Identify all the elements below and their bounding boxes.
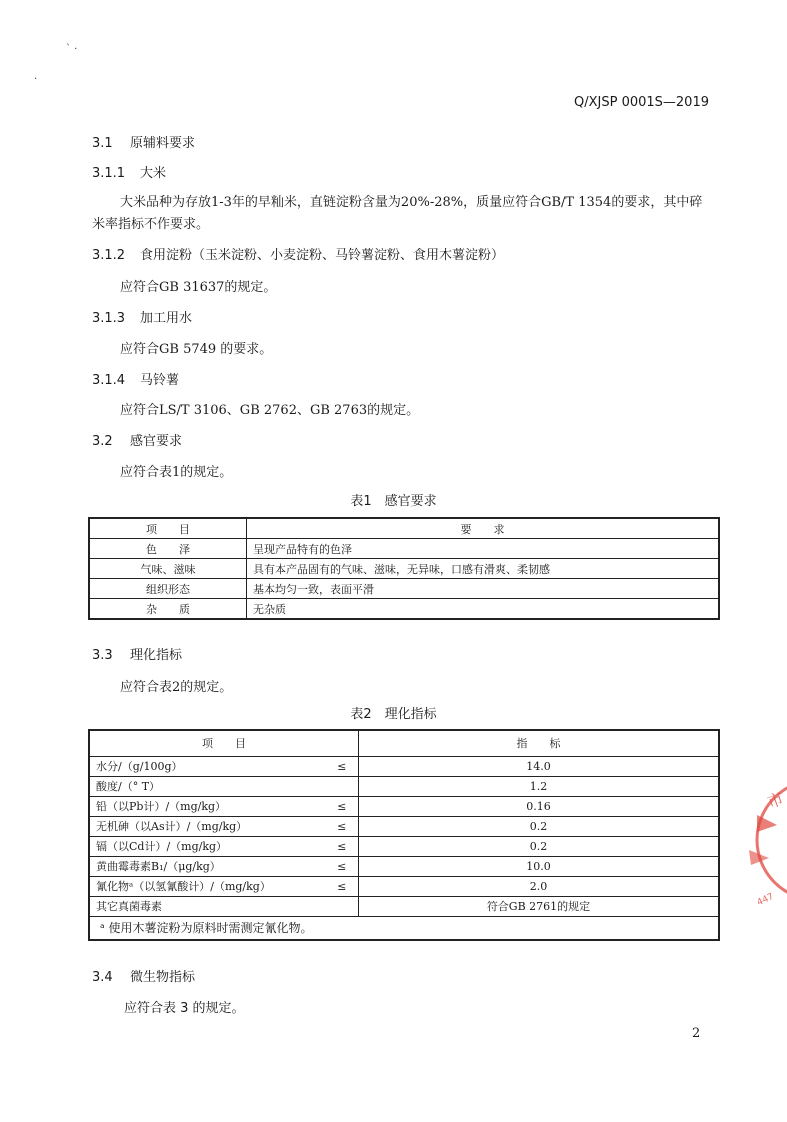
table2-caption: 表2 理化指标 xyxy=(350,707,437,722)
section-3-3-text: 应符合表2的规定。 xyxy=(120,680,233,695)
document-code: Q/XJSP 0001S—2019 xyxy=(574,95,709,110)
table-cell: ≤ xyxy=(326,836,359,856)
table-footnote-row xyxy=(89,916,719,940)
table-cell: 0.2 xyxy=(359,816,720,836)
seal-stamp-fragment xyxy=(747,770,787,930)
seal-number-fragment: 447 xyxy=(755,891,776,909)
table-row xyxy=(89,539,719,559)
table-physicochemical xyxy=(88,729,720,941)
table-cell: 酸度/（° T） xyxy=(89,776,326,796)
table-row xyxy=(89,599,719,620)
table-row xyxy=(89,896,719,916)
table-row xyxy=(89,776,719,796)
table-cell: 10.0 xyxy=(359,856,720,876)
table-cell: 组织形态 xyxy=(89,579,247,599)
section-3-4-heading: 3.4 微生物指标 xyxy=(92,970,196,985)
table-cell: 杂 质 xyxy=(89,599,247,620)
table-cell: 黄曲霉毒素B₁/（μg/kg） xyxy=(89,856,326,876)
table-cell: 无杂质 xyxy=(247,599,720,620)
section-3-1-2-heading: 3.1.2 食用淀粉（玉米淀粉、小麦淀粉、马铃薯淀粉、食用木薯淀粉） xyxy=(92,248,505,263)
table-header-row xyxy=(89,730,719,756)
table-cell: ≤ xyxy=(326,876,359,896)
table-row xyxy=(89,796,719,816)
section-3-1-heading: 3.1 原辅料要求 xyxy=(92,136,196,151)
page-number: 2 xyxy=(692,1026,701,1041)
table-row xyxy=(89,816,719,836)
table-sensory xyxy=(88,517,720,620)
section-3-1-4-heading: 3.1.4 马铃薯 xyxy=(92,373,180,388)
table-cell: 基本均匀一致，表面平滑 xyxy=(247,579,720,599)
table-cell xyxy=(326,776,359,796)
table-header-row xyxy=(89,518,719,539)
table-cell: 无机砷（以As计）/（mg/kg） xyxy=(89,816,326,836)
table-cell: ≤ xyxy=(326,816,359,836)
section-3-4-text: 应符合表 3 的规定。 xyxy=(124,1001,245,1016)
table-cell: 0.16 xyxy=(359,796,720,816)
seal-text-fragment: 市 xyxy=(764,788,787,813)
table-cell: ≤ xyxy=(326,796,359,816)
table-cell: 2.0 xyxy=(359,876,720,896)
scan-speck: · xyxy=(34,74,38,85)
table-cell: 气味、滋味 xyxy=(89,559,247,579)
section-3-1-4-text: 应符合LS/T 3106、GB 2762、GB 2763的规定。 xyxy=(120,403,420,418)
section-3-1-3-heading: 3.1.3 加工用水 xyxy=(92,311,193,326)
table-row xyxy=(89,856,719,876)
table-row xyxy=(89,579,719,599)
table-footnote: ᵃ 使用木薯淀粉为原料时需测定氰化物。 xyxy=(89,916,719,940)
table-cell xyxy=(326,896,359,916)
table-header-cell: 项 目 xyxy=(89,730,359,756)
table-cell: 铅（以Pb计）/（mg/kg） xyxy=(89,796,326,816)
table-cell: 0.2 xyxy=(359,836,720,856)
table-cell: ≤ xyxy=(326,756,359,776)
table-cell: 符合GB 2761的规定 xyxy=(359,896,720,916)
table-row xyxy=(89,756,719,776)
table-cell: 氰化物ᵃ（以氢氰酸计）/（mg/kg） xyxy=(89,876,326,896)
table-cell: 镉（以Cd计）/（mg/kg） xyxy=(89,836,326,856)
table-row xyxy=(89,836,719,856)
section-3-1-3-text: 应符合GB 5749 的要求。 xyxy=(120,342,273,357)
table-header-cell: 项 目 xyxy=(89,518,247,539)
table-cell: 14.0 xyxy=(359,756,720,776)
table-cell: 水分/（g/100g） xyxy=(89,756,326,776)
table-header-cell: 要 求 xyxy=(247,518,720,539)
table1-caption: 表1 感官要求 xyxy=(350,494,437,509)
scan-speck: ` · xyxy=(66,44,78,55)
table-cell: 1.2 xyxy=(359,776,720,796)
section-3-3-heading: 3.3 理化指标 xyxy=(92,648,183,663)
section-3-2-heading: 3.2 感官要求 xyxy=(92,434,183,449)
table-row xyxy=(89,559,719,579)
table-cell: 呈现产品特有的色泽 xyxy=(247,539,720,559)
section-3-1-2-text: 应符合GB 31637的规定。 xyxy=(120,280,277,295)
table-cell: ≤ xyxy=(326,856,359,876)
section-3-1-1-text-line1: 大米品种为存放1-3年的早籼米，直链淀粉含量为20%-28%，质量应符合GB/T 1354的要求，其中碎 xyxy=(120,195,703,210)
table-header-cell: 指 标 xyxy=(359,730,720,756)
table-cell: 其它真菌毒素 xyxy=(89,896,326,916)
table-cell: 具有本产品固有的气味、滋味，无异味，口感有滑爽、柔韧感 xyxy=(247,559,720,579)
table-row xyxy=(89,876,719,896)
table-cell: 色 泽 xyxy=(89,539,247,559)
section-3-2-text: 应符合表1的规定。 xyxy=(120,465,233,480)
section-3-1-1-text-line2: 米率指标不作要求。 xyxy=(92,217,210,232)
section-3-1-1-heading: 3.1.1 大米 xyxy=(92,166,167,181)
